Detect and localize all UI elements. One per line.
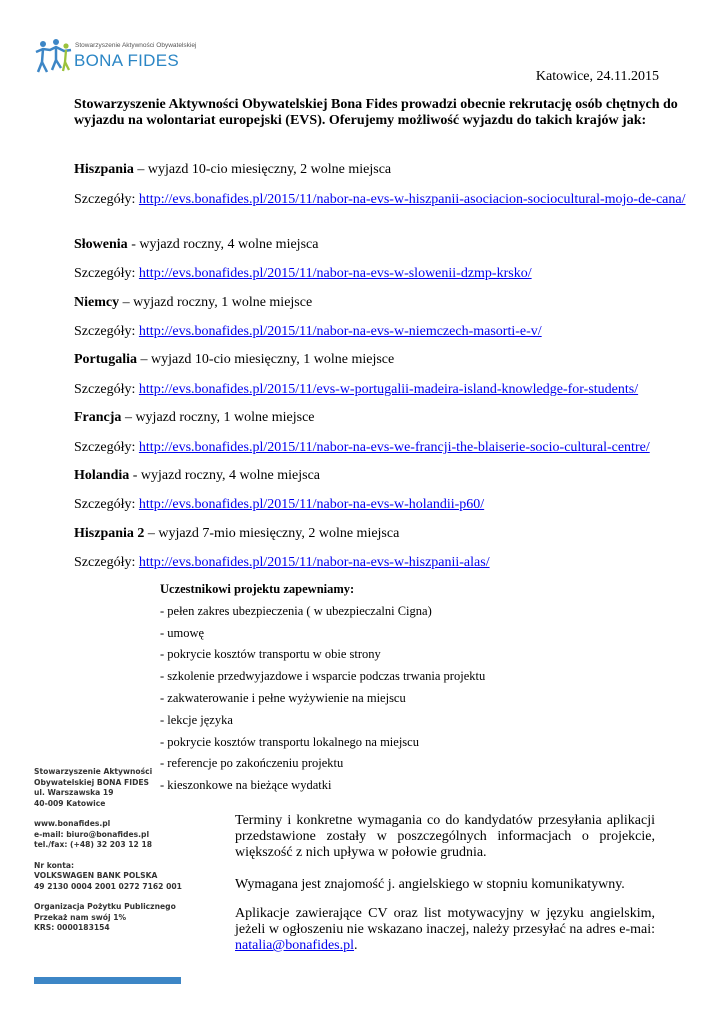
bank-name: VOLKSWAGEN BANK POLSKA: [34, 871, 158, 880]
opp-line: Organizacja Pożytku Publicznego: [34, 902, 176, 911]
logo-org-name: BONA FIDES: [74, 51, 180, 70]
separator: –: [144, 526, 159, 541]
offer-details: [74, 192, 686, 208]
city-address: 40-009 Katowice: [34, 798, 106, 808]
offer-description: wyjazd 10-cio miesięczny, 2 wolne miejsca: [147, 162, 392, 177]
footer-accent-bar: [34, 977, 181, 984]
separator: –: [119, 295, 134, 310]
offer-description: wyjazd roczny, 4 wolne miejsca: [140, 468, 321, 483]
org-logo: [34, 38, 197, 80]
phone: tel./fax: (+48) 32 203 12 18: [34, 840, 153, 849]
offer-description: wyjazd 7-mio miesięczny, 2 wolne miejsca: [158, 526, 400, 541]
details-label: Szczegóły:: [74, 440, 139, 455]
benefit-item: - zakwaterowanie i pełne wyżywienie na miejscu: [160, 690, 406, 705]
benefits-heading: Uczestnikowi projektu zapewniamy:: [160, 582, 355, 596]
benefit-item: - referencje po zakończeniu projektu: [160, 756, 344, 771]
offer-link[interactable]: http://evs.bonafides.pl/2015/11/nabor-na-evs-w-niemczech-masorti-e-v/: [138, 324, 542, 339]
offer-details: [74, 497, 686, 513]
separator: -: [129, 468, 141, 483]
benefit-item: - lekcje języka: [160, 712, 233, 727]
offer-title: [74, 410, 686, 426]
offer-description: wyjazd roczny, 1 wolne miejsce: [135, 410, 315, 425]
offer-details: [74, 324, 686, 340]
offer-link[interactable]: http://evs.bonafides.pl/2015/11/nabor-na-evs-w-hiszpanii-alas/: [138, 555, 490, 570]
details-label: Szczegóły:: [74, 382, 139, 397]
offer-title: [74, 295, 686, 311]
offer-description: wyjazd 10-cio miesięczny, 1 wolne miejsce: [151, 352, 395, 367]
krs-number: KRS: 0000183154: [34, 923, 110, 932]
offer-title: [74, 237, 686, 253]
intro-paragraph: Stowarzyszenie Aktywności Obywatelskiej Bona Fides prowadzi obecnie rekrutację osób chętnych do wyjazdu na wolontariat europejski (EVS). Oferujemy możliwość wyjazdu do takich krajów jak:: [74, 97, 678, 128]
offer-title: [74, 468, 686, 484]
account-number: 49 2130 0004 2001 0272 7162 001: [34, 881, 182, 891]
benefit-item: - umowę: [160, 625, 205, 640]
website: www.bonafides.pl: [34, 819, 111, 828]
offer-title: [74, 526, 686, 542]
benefit-item: - szkolenie przedwyjazdowe i wsparcie podczas trwania projektu: [160, 669, 486, 684]
application-text: Aplikacje zawierające CV oraz list motywacyjny w języku angielskim, jeżeli w ogłoszeniu nie wskazano inaczej, należy przesyłać na adres e-mai:: [235, 906, 655, 937]
country-name: Hiszpania 2: [74, 526, 145, 541]
offer-details: [74, 266, 686, 282]
benefit-item: - kieszonkowe na bieżące wydatki: [160, 778, 332, 793]
details-label: Szczegóły:: [74, 555, 139, 570]
separator: –: [121, 410, 136, 425]
offer-link[interactable]: http://evs.bonafides.pl/2015/11/nabor-na-evs-w-holandii-p60/: [138, 497, 485, 512]
deadline-paragraph: Terminy i konkretne wymagania co do kandydatów przesyłania aplikacji przedstawione zostały w poszczególnych informacjach o projekcie, większość z nich upływa w połowie grudnia.: [235, 813, 655, 860]
separator: -: [127, 237, 140, 252]
country-name: Francja: [74, 410, 122, 425]
country-name: Holandia: [74, 468, 130, 483]
account-label: Nr konta:: [34, 860, 75, 870]
benefit-item: - pokrycie kosztów transportu lokalnego na miejscu: [160, 734, 419, 749]
org-name-line: Obywatelskiej BONA FIDES: [34, 777, 150, 787]
offer-link[interactable]: http://evs.bonafides.pl/2015/11/nabor-na-evs-we-francji-the-blaiserie-socio-cultural-centre/: [138, 440, 650, 455]
offer-link[interactable]: http://evs.bonafides.pl/2015/11/evs-w-portugalii-madeira-island-knowledge-for-students/: [138, 382, 639, 397]
offer-details: [74, 555, 686, 571]
separator: –: [133, 162, 148, 177]
details-label: Szczegóły:: [74, 266, 139, 281]
benefit-item: - pokrycie kosztów transportu w obie strony: [160, 647, 381, 662]
organization-contact-info: [34, 767, 194, 934]
contact-email-link[interactable]: natalia@bonafides.pl: [235, 938, 355, 953]
separator: –: [137, 352, 151, 367]
offer-link[interactable]: http://evs.bonafides.pl/2015/11/nabor-na-evs-w-slowenii-dzmp-krsko/: [138, 266, 532, 281]
application-paragraph: [235, 906, 655, 954]
org-name-line: Stowarzyszenie Aktywności: [34, 767, 153, 776]
details-label: Szczegóły:: [74, 324, 139, 339]
benefits-list: [160, 579, 560, 797]
email: e-mail: biuro@bonafides.pl: [34, 829, 150, 839]
people-jumping-logo-icon: [34, 38, 74, 80]
application-text-end: .: [354, 938, 358, 953]
offer-description: wyjazd roczny, 1 wolne miejsce: [133, 295, 313, 310]
country-name: Niemcy: [74, 295, 120, 310]
country-name: Słowenia: [74, 237, 128, 252]
offer-title: [74, 162, 686, 178]
offer-details: [74, 382, 686, 398]
details-label: Szczegóły:: [74, 497, 139, 512]
logo-org-name-small: Stowarzyszenie Aktywności Obywatelskiej: [75, 42, 197, 49]
offer-title: [74, 352, 686, 368]
country-name: Portugalia: [74, 352, 137, 367]
offer-details: [74, 440, 686, 456]
details-label: Szczegóły:: [74, 192, 139, 207]
opp-line: Przekaż nam swój 1%: [34, 912, 127, 922]
street-address: ul. Warszawska 19: [34, 788, 114, 797]
benefit-item: - pełen zakres ubezpieczenia ( w ubezpieczalni Cigna): [160, 603, 432, 618]
letter-date: Katowice, 24.11.2015: [535, 69, 659, 84]
country-name: Hiszpania: [74, 162, 134, 177]
language-requirement-paragraph: Wymagana jest znajomość j. angielskiego w stopniu komunikatywny.: [235, 877, 625, 892]
offer-link[interactable]: http://evs.bonafides.pl/2015/11/nabor-na-evs-w-hiszpanii-asociacion-sociocultural-mojo-de-cana/: [138, 192, 686, 207]
offer-description: wyjazd roczny, 4 wolne miejsca: [139, 237, 319, 252]
